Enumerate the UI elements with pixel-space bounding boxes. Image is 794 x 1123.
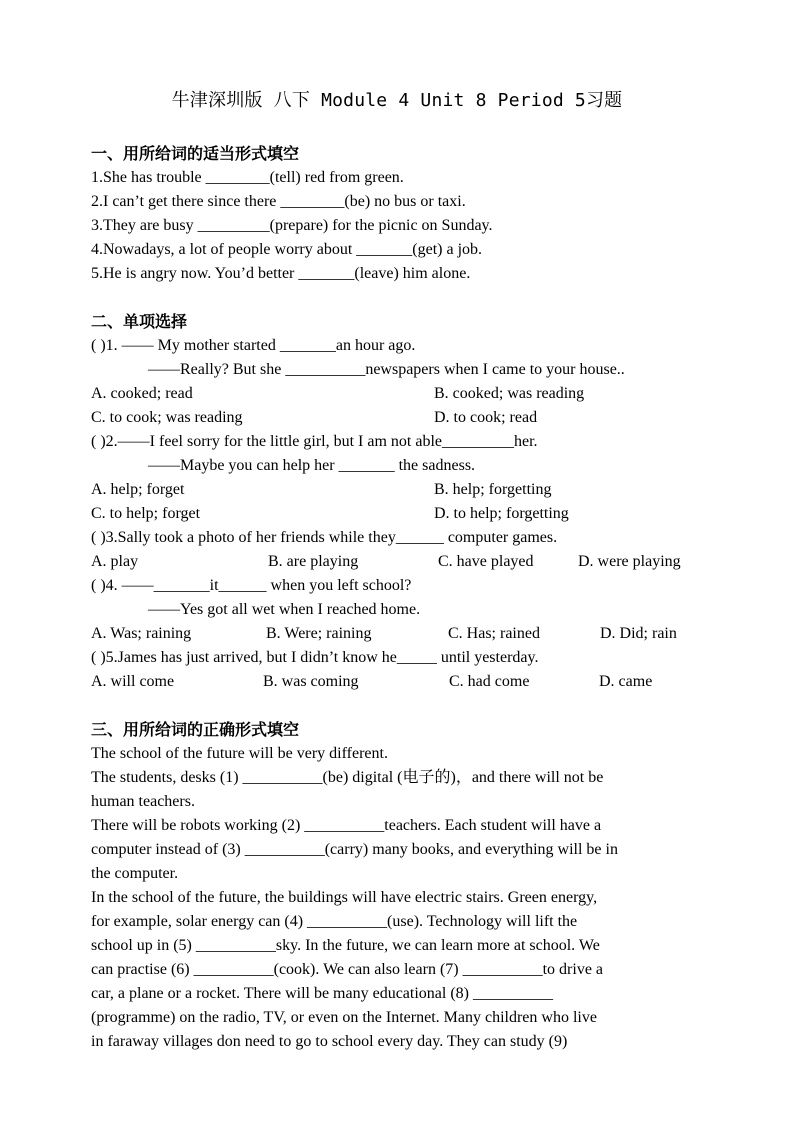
question-4-stem: ( )4. ——_______it______ when you left school? xyxy=(91,577,412,594)
option-d: D. to cook; read xyxy=(434,409,538,426)
option-b: B. are playing xyxy=(268,553,359,570)
option-c: C. to cook; was reading xyxy=(91,409,243,426)
passage-line: The students, desks (1) __________(be) digital (电子的)，and there will not be xyxy=(91,769,604,786)
fill-item-1: 1.She has trouble ________(tell) red from green. xyxy=(91,169,404,186)
fill-item-3: 3.They are busy _________(prepare) for the picnic on Sunday. xyxy=(91,217,493,234)
passage-line: can practise (6) __________(cook). We can also learn (7) __________to drive a xyxy=(91,961,604,978)
option-c: C. Has; rained xyxy=(448,625,540,642)
option-a: A. play xyxy=(91,553,139,570)
passage-line: In the school of the future, the buildings will have electric stairs. Green energy, xyxy=(91,889,598,906)
option-b: B. help; forgetting xyxy=(434,481,552,498)
passage-line: human teachers. xyxy=(91,793,195,810)
option-d: D. to help; forgetting xyxy=(434,505,569,522)
question-5-stem: ( )5.James has just arrived, but I didn’t know he_____ until yesterday. xyxy=(91,649,539,666)
question-1-options-cd xyxy=(91,406,721,430)
question-1-stem: ( )1. —— My mother started _______an hour ago. xyxy=(91,337,416,354)
section3-heading: 三、用所给词的正确形式填空 xyxy=(91,720,300,739)
option-a: A. help; forget xyxy=(91,481,185,498)
question-3-options xyxy=(91,550,721,574)
passage-line: the computer. xyxy=(91,865,179,882)
section2-heading: 二、单项选择 xyxy=(91,312,188,331)
passage-line: car, a plane or a rocket. There will be many educational (8) __________ xyxy=(91,985,553,1002)
question-2-stem: ( )2.——I feel sorry for the little girl, but I am not able_________her. xyxy=(91,433,538,450)
fill-item-2: 2.I can’t get there since there ________(be) no bus or taxi. xyxy=(91,193,466,210)
worksheet-body xyxy=(91,142,721,1054)
question-1-reply: ——Really? But she __________newspapers when I came to your house.. xyxy=(148,361,625,378)
option-a: A. Was; raining xyxy=(91,625,192,642)
question-2-options-cd xyxy=(91,502,721,526)
passage-line: school up in (5) __________sky. In the future, we can learn more at school. We xyxy=(91,937,600,954)
page-title: 牛津深圳版 八下 Module 4 Unit 8 Period 5习题 xyxy=(171,90,623,111)
option-d: D. came xyxy=(599,673,653,690)
option-d: D. Did; rain xyxy=(600,625,677,642)
passage-line: There will be robots working (2) __________teachers. Each student will have a xyxy=(91,817,602,834)
option-b: B. was coming xyxy=(263,673,359,690)
option-b: B. cooked; was reading xyxy=(434,385,585,402)
question-1-options-ab xyxy=(91,382,721,406)
passage-line: The school of the future will be very different. xyxy=(91,745,388,762)
question-5-options xyxy=(91,670,721,694)
passage-line: (programme) on the radio, TV, or even on the Internet. Many children who live xyxy=(91,1009,597,1026)
section1-heading: 一、用所给词的适当形式填空 xyxy=(91,144,300,163)
option-a: A. will come xyxy=(91,673,175,690)
option-b: B. Were; raining xyxy=(266,625,372,642)
question-4-options xyxy=(91,622,721,646)
question-3-stem: ( )3.Sally took a photo of her friends while they______ computer games. xyxy=(91,529,558,546)
option-c: C. have played xyxy=(438,553,534,570)
option-c: C. to help; forget xyxy=(91,505,201,522)
question-2-options-ab xyxy=(91,478,721,502)
question-4-reply: ——Yes got all wet when I reached home. xyxy=(148,601,421,618)
option-a: A. cooked; read xyxy=(91,385,193,402)
option-c: C. had come xyxy=(449,673,530,690)
question-2-reply: ——Maybe you can help her _______ the sadness. xyxy=(148,457,476,474)
passage-line: for example, solar energy can (4) __________(use). Technology will lift the xyxy=(91,913,578,930)
option-d: D. were playing xyxy=(578,553,681,570)
passage-line: computer instead of (3) __________(carry) many books, and everything will be in xyxy=(91,841,618,858)
fill-item-5: 5.He is angry now. You’d better _______(leave) him alone. xyxy=(91,265,471,282)
fill-item-4: 4.Nowadays, a lot of people worry about _______(get) a job. xyxy=(91,241,483,258)
passage-line: in faraway villages don need to go to school every day. They can study (9) xyxy=(91,1033,568,1050)
